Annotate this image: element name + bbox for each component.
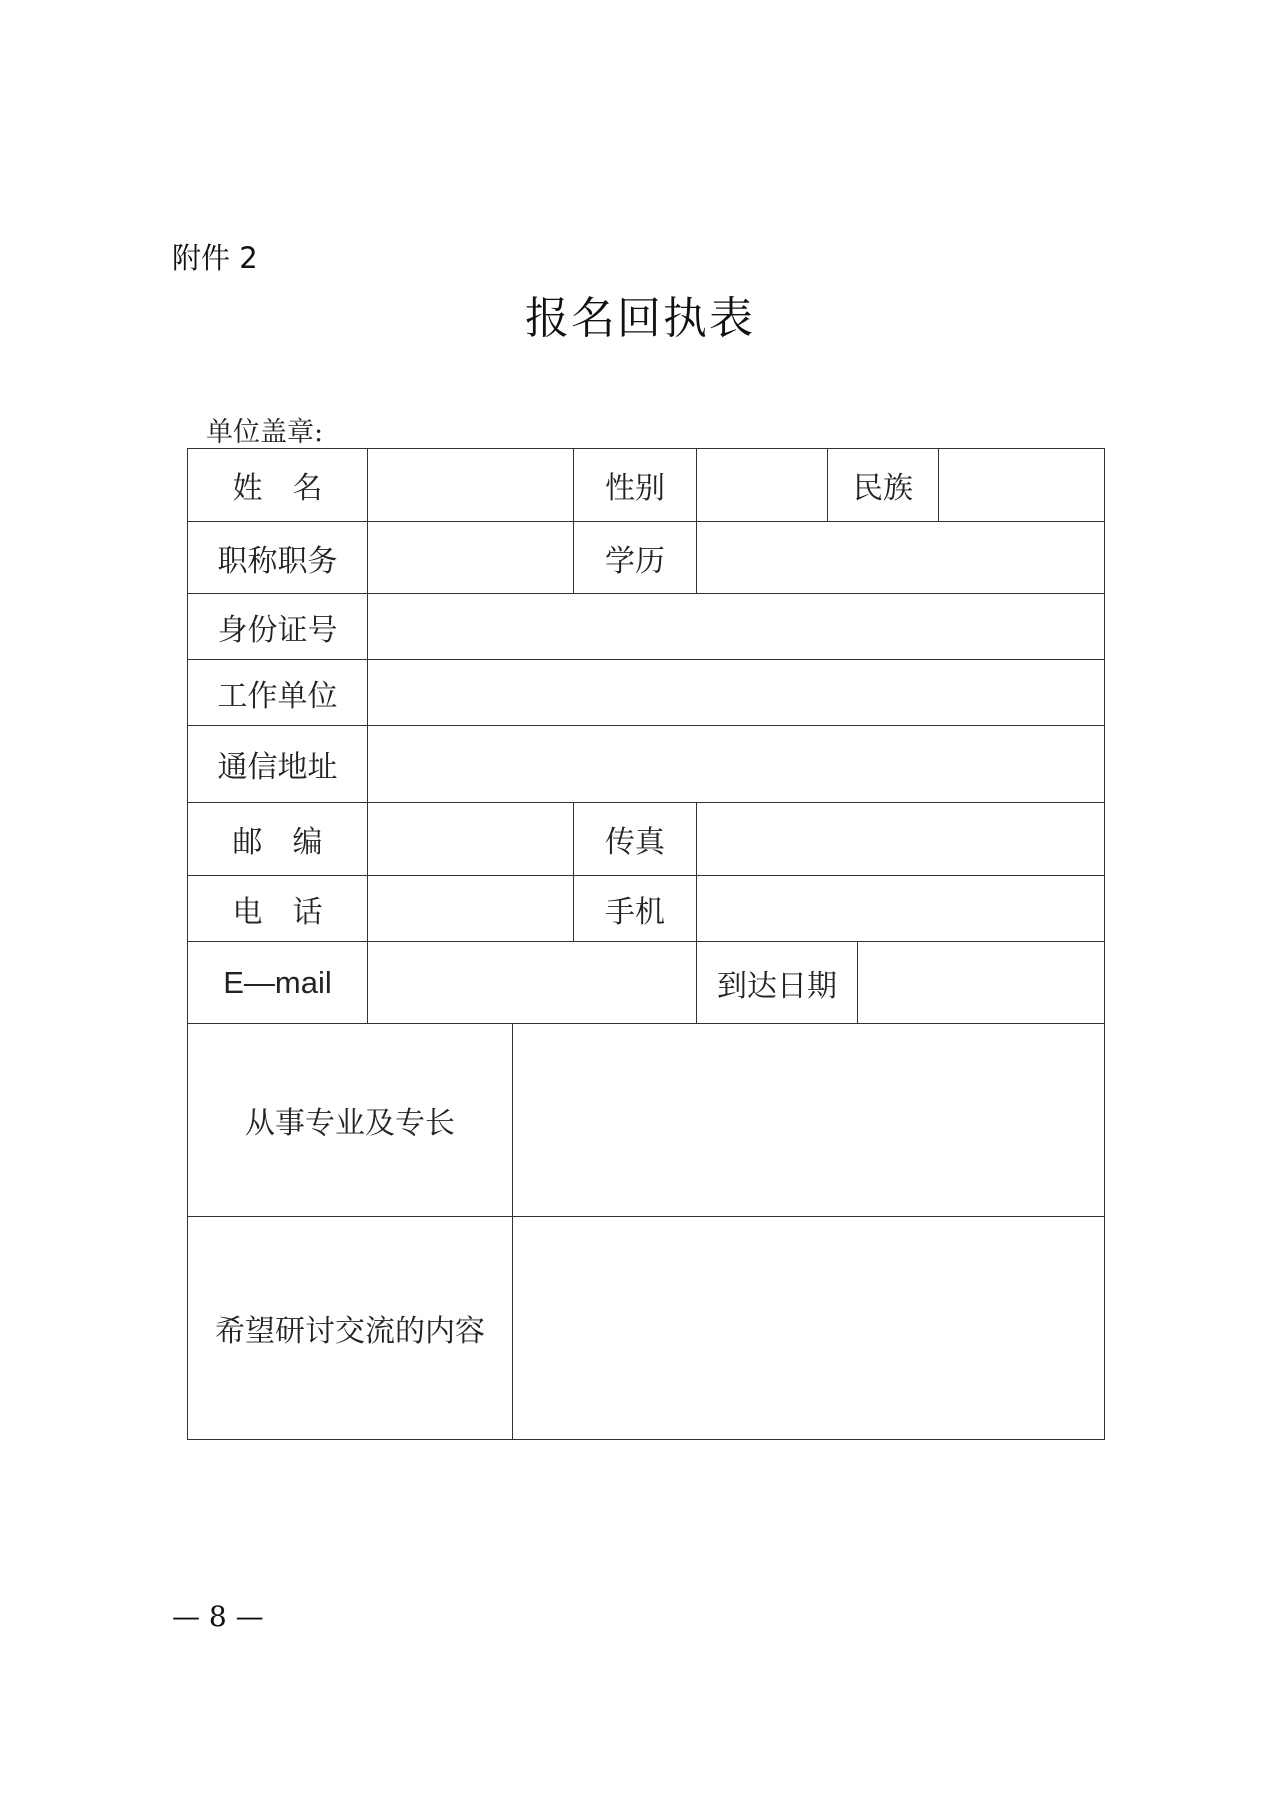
email-field[interactable] [367,941,697,1024]
ethnicity-label: 民族 [827,448,939,522]
mobile-label: 手机 [573,875,697,942]
postcode-field[interactable] [367,802,574,876]
address-label: 通信地址 [187,725,368,803]
id-number-field[interactable] [367,593,1105,660]
registration-form-table [187,448,1105,1440]
arrival-date-field[interactable] [857,941,1105,1024]
discussion-label: 希望研讨交流的内容 [187,1216,513,1440]
employer-label: 工作单位 [187,659,368,726]
fax-label: 传真 [573,802,697,876]
attachment-label: 附件 2 [172,241,258,275]
email-label: E—mail [187,941,368,1024]
ethnicity-field[interactable] [938,448,1105,522]
discussion-field[interactable] [512,1216,1105,1440]
specialty-field[interactable] [512,1023,1105,1217]
seal-label: 单位盖章: [206,417,324,448]
employer-field[interactable] [367,659,1105,726]
gender-field[interactable] [696,448,828,522]
name-label: 姓 名 [187,448,368,522]
title-position-field[interactable] [367,521,574,594]
title-position-label: 职称职务 [187,521,368,594]
arrival-date-label: 到达日期 [696,941,858,1024]
page-title: 报名回执表 [525,293,755,344]
phone-field[interactable] [367,875,574,942]
address-field[interactable] [367,725,1105,803]
education-field[interactable] [696,521,1105,594]
gender-label: 性别 [573,448,697,522]
name-field[interactable] [367,448,574,522]
id-number-label: 身份证号 [187,593,368,660]
fax-field[interactable] [696,802,1105,876]
education-label: 学历 [573,521,697,594]
phone-label: 电 话 [187,875,368,942]
page-number: — 8 — [172,1600,264,1633]
postcode-label: 邮 编 [187,802,368,876]
mobile-field[interactable] [696,875,1105,942]
specialty-label: 从事专业及专长 [187,1023,513,1217]
